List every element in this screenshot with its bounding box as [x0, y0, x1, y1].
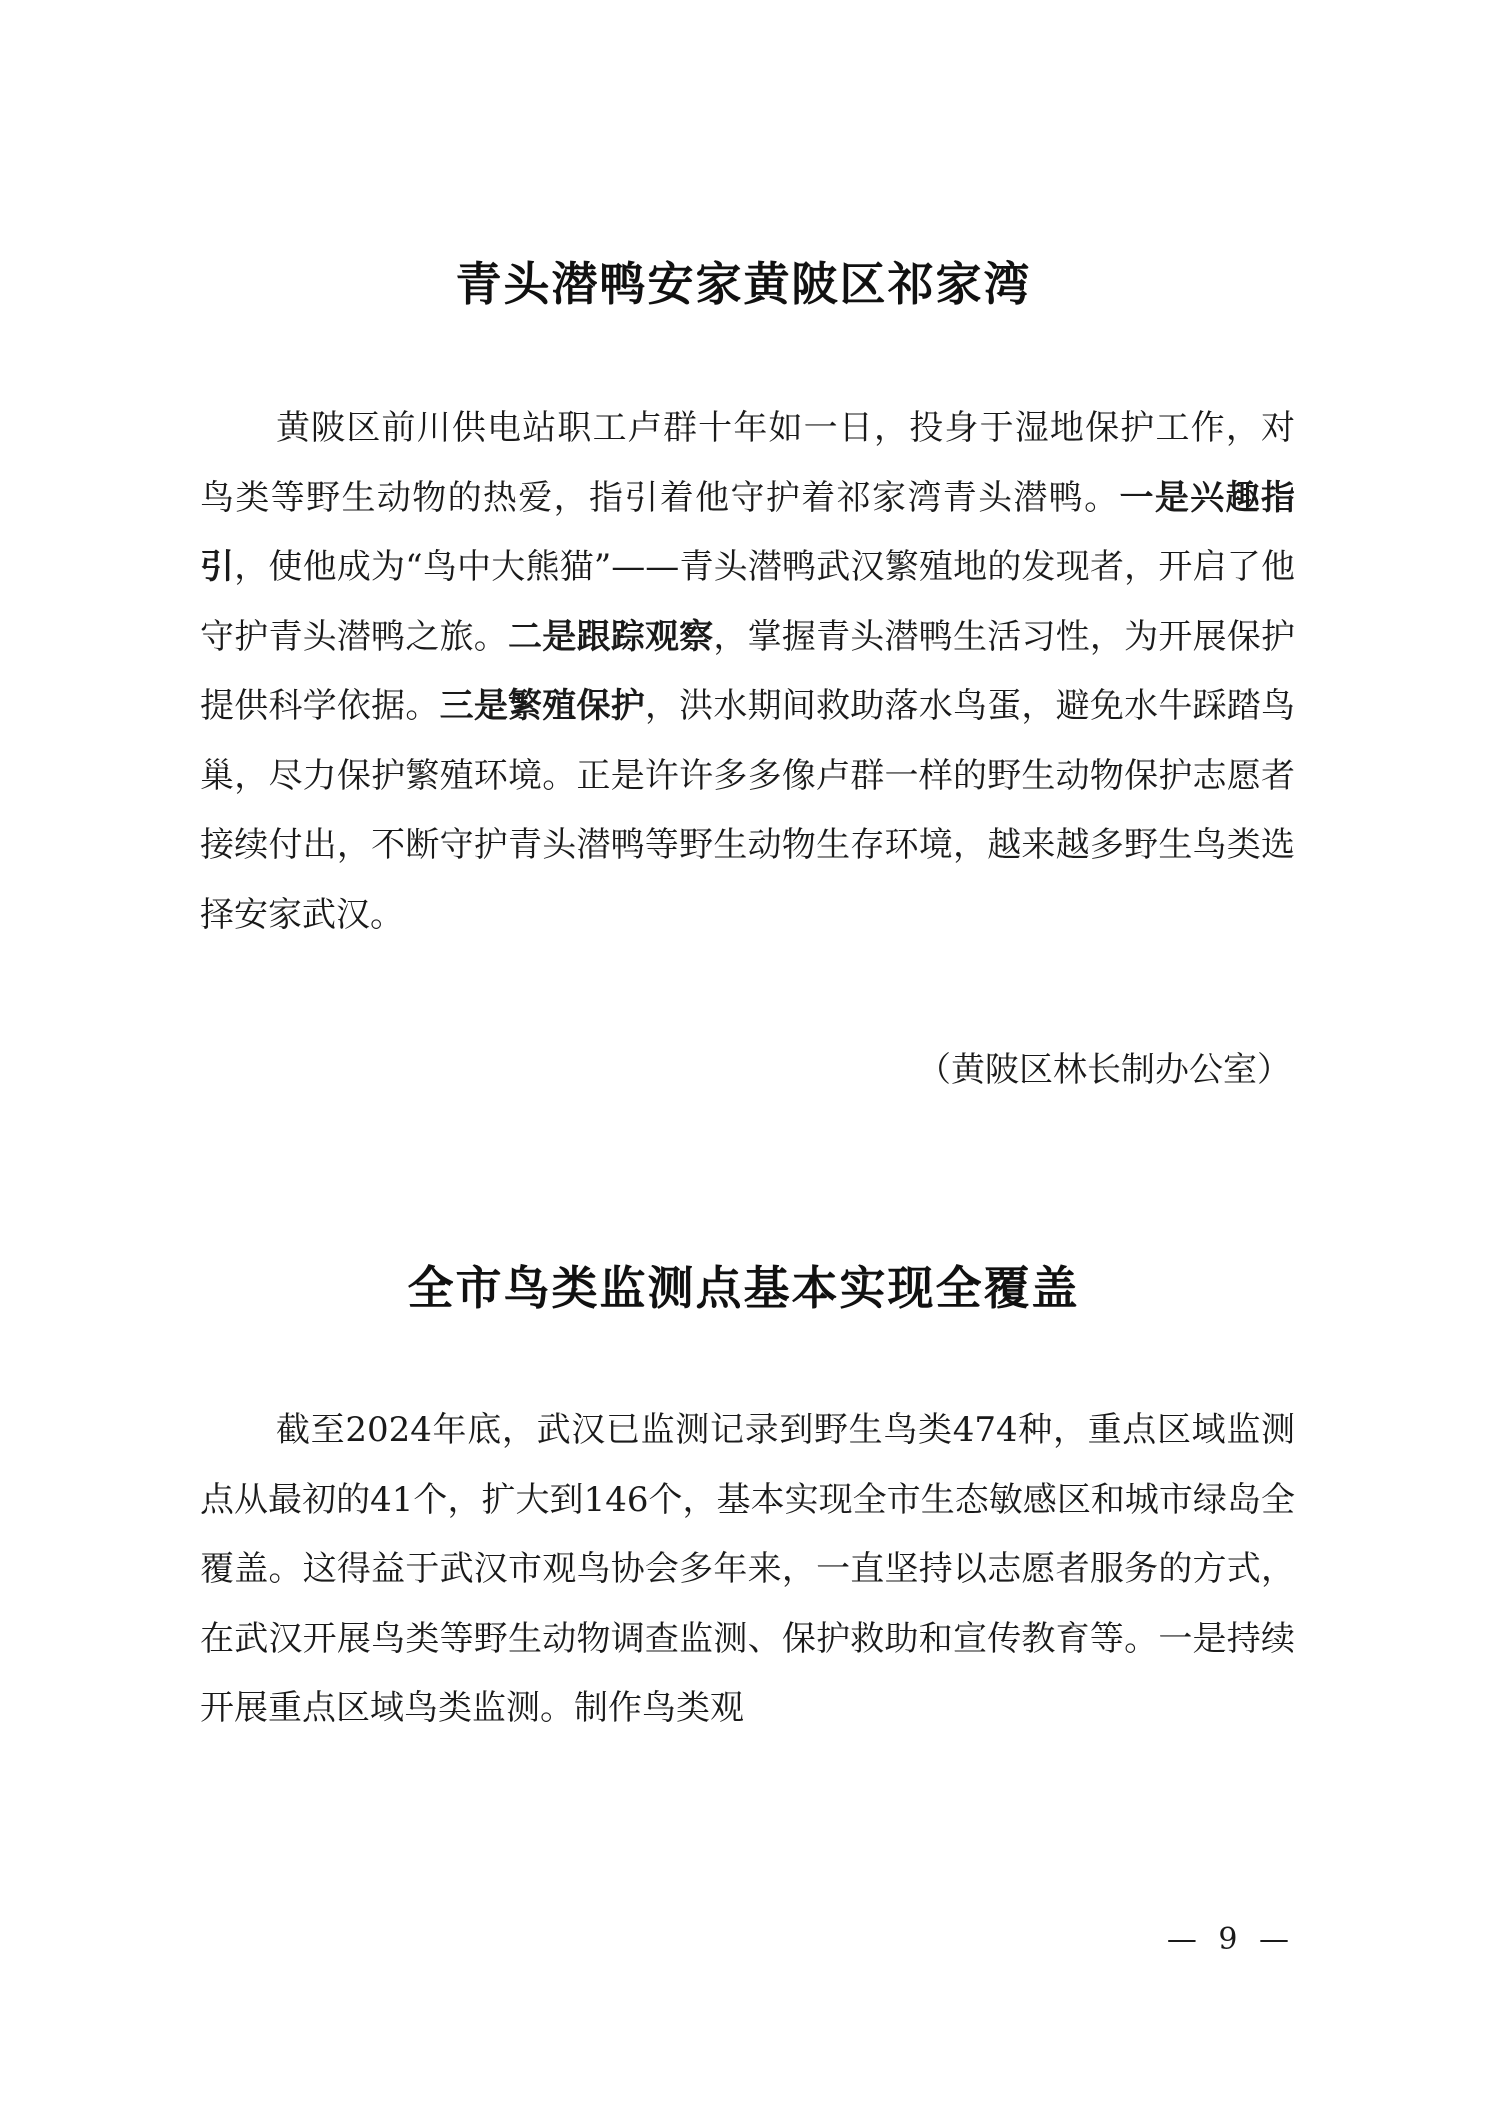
article-1-text-1: 黄陂区前川供电站职工卢群十年如一日，投身于湿地保护工作，对鸟类等野生动物的热爱，指引着他守护着祁家湾青头潜鸭。 [200, 408, 1295, 518]
article-1-emphasis-2: 二是跟踪观察 [508, 616, 714, 657]
page-number: — 9 — [1166, 1922, 1295, 1957]
article-2-body: 截至2024年底，武汉已监测记录到野生鸟类474种，重点区域监测点从最初的41个，扩大到146个，基本实现全市生态敏感区和城市绿岛全覆盖。这得益于武汉市观鸟协会多年来，一直坚持以志愿者服务的方式，在武汉开展鸟类等野生动物调查监测、保护救助和宣传教育等。一是持续开展重点区域鸟类监测。制作鸟类观 [200, 1410, 1295, 1728]
article-1-emphasis-1: 一是兴趣指引 [200, 477, 1295, 587]
article-2-title: 全市鸟类监测点基本实现全覆盖 [407, 1261, 1080, 1315]
article-1-source: （黄陂区林长制办公室） [917, 1050, 1291, 1090]
article-1-text-4: ，洪水期间救助落水鸟蛋，避免水牛踩踏鸟巢，尽力保护繁殖环境。正是许许多多像卢群一样的野生动物保护志愿者接续付出，不断守护青头潜鸭等野生动物生存环境，越来越多野生鸟类选择安家武汉。 [200, 686, 1296, 935]
article-1-text-3: ，掌握青头潜鸭生活习性，为开展保护提供科学依据。 [200, 616, 1296, 726]
article-1-emphasis-3: 三是繁殖保护 [439, 686, 645, 726]
article-1-body [200, 394, 1295, 950]
article-1-text-2: ，使他成为“鸟中大熊猫”——青头潜鸭武汉繁殖地的发现者，开启了他守护青头潜鸭之旅。 [200, 547, 1296, 657]
article-1-title: 青头潜鸭安家黄陂区祁家湾 [455, 257, 1032, 311]
